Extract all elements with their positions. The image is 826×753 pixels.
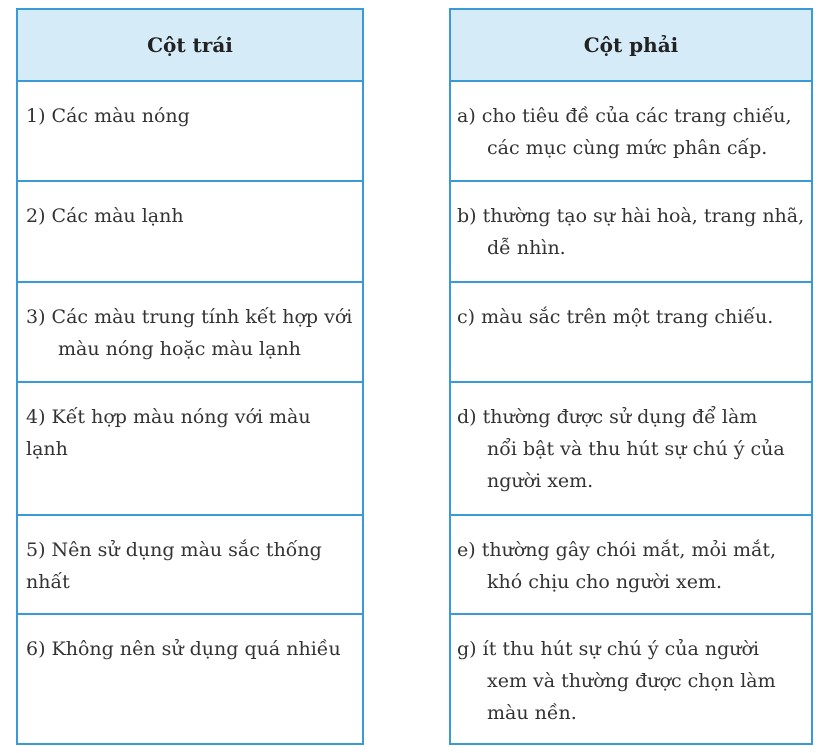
right-item-e-text (457, 534, 805, 598)
left-item-3 (18, 283, 362, 383)
left-item-1 (18, 82, 362, 182)
right-item-d-text (457, 401, 805, 497)
right-item-c-text: c) màu sắc trên một trang chiếu. (457, 306, 774, 328)
left-column-table (16, 8, 364, 745)
right-item-b-text (457, 200, 805, 264)
left-item-3-line-2: màu nóng hoặc màu lạnh (58, 338, 301, 360)
right-item-a-line-1: a) cho tiêu đề của các trang chiếu, (457, 105, 792, 127)
right-item-a-text (457, 100, 805, 164)
right-item-e-line-1: e) thường gây chói mắt, mỏi mắt, (457, 539, 777, 561)
right-column-table (449, 8, 813, 745)
left-item-6 (18, 615, 362, 747)
right-item-d-line-2: nổi bật và thu hút sự chú ý của (487, 438, 785, 460)
left-item-6-text: 6) Không nên sử dụng quá nhiều (26, 638, 341, 660)
left-item-5-text: 5) Nên sử dụng màu sắc thống nhất (26, 539, 322, 593)
right-item-g-line-2: xem và thường được chọn làm (487, 670, 776, 692)
right-item-d-line-1: d) thường được sử dụng để làm (457, 406, 758, 428)
left-item-2-text: 2) Các màu lạnh (26, 205, 184, 227)
right-item-b-line-1: b) thường tạo sự hài hoà, trang nhã, (457, 205, 805, 227)
left-item-5 (18, 516, 362, 615)
right-column-header: Cột phải (451, 10, 811, 82)
left-item-3-text (26, 301, 354, 365)
right-item-b-line-2: dễ nhìn. (487, 237, 566, 259)
right-item-a (451, 82, 811, 182)
right-item-d-line-3: người xem. (487, 470, 594, 492)
right-item-g-line-1: g) ít thu hút sự chú ý của người (457, 638, 760, 660)
right-item-g-line-3: màu nền. (487, 702, 577, 724)
left-item-2 (18, 182, 362, 283)
right-item-g-text (457, 633, 805, 729)
right-item-a-line-2: các mục cùng mức phân cấp. (487, 137, 768, 159)
right-item-g (451, 615, 811, 747)
right-item-b (451, 182, 811, 283)
left-item-4 (18, 383, 362, 516)
left-item-4-text: 4) Kết hợp màu nóng với màu lạnh (26, 406, 311, 460)
right-item-e-line-2: khó chịu cho người xem. (487, 571, 723, 593)
right-item-e (451, 516, 811, 615)
right-item-d (451, 383, 811, 516)
right-item-c (451, 283, 811, 383)
left-column-header: Cột trái (18, 10, 362, 82)
left-item-3-line-1: 3) Các màu trung tính kết hợp với (26, 306, 353, 328)
left-item-1-text: 1) Các màu nóng (26, 105, 190, 127)
